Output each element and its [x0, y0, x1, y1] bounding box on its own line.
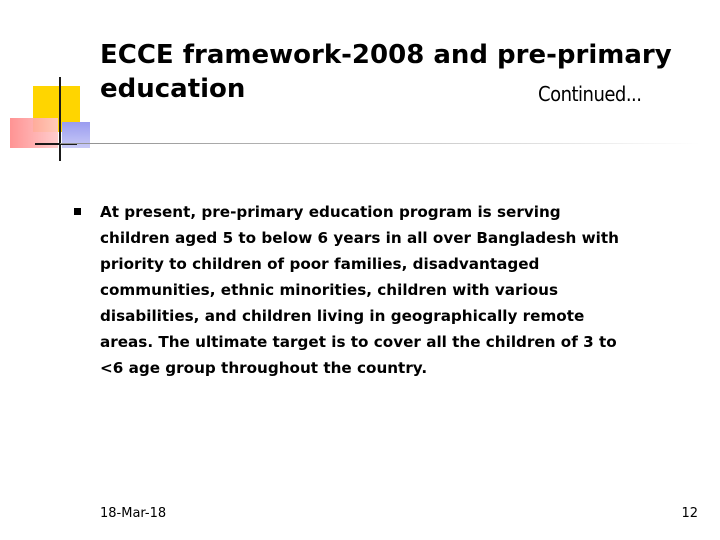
- continued-label: Continued...: [538, 82, 642, 106]
- bullet-text-line: disabilities, and children living in geographically remote: [100, 307, 585, 325]
- footer-page-number: 12: [681, 506, 698, 521]
- slide-title-line-1: ECCE framework-2008 and pre-primary: [100, 40, 672, 70]
- decorative-vertical-line: [59, 77, 61, 161]
- bullet-text-line: communities, ethnic minorities, children with various: [100, 281, 559, 299]
- footer-date: 18-Mar-18: [100, 506, 167, 521]
- title-underline-rule: [60, 143, 700, 144]
- bullet-text-line: areas. The ultimate target is to cover all the children of 3 to: [100, 333, 617, 351]
- bullet-text: [100, 199, 660, 381]
- bullet-text-line: <6 age group throughout the country.: [100, 359, 428, 377]
- bullet-text-line: At present, pre-primary education program is serving: [100, 203, 561, 221]
- slide-title-line-2: education: [100, 74, 246, 104]
- bullet-text-line: children aged 5 to below 6 years in all over Bangladesh with: [100, 229, 619, 247]
- bullet-text-line: priority to children of poor families, disadvantaged: [100, 255, 540, 273]
- square-bullet-icon: [74, 208, 81, 215]
